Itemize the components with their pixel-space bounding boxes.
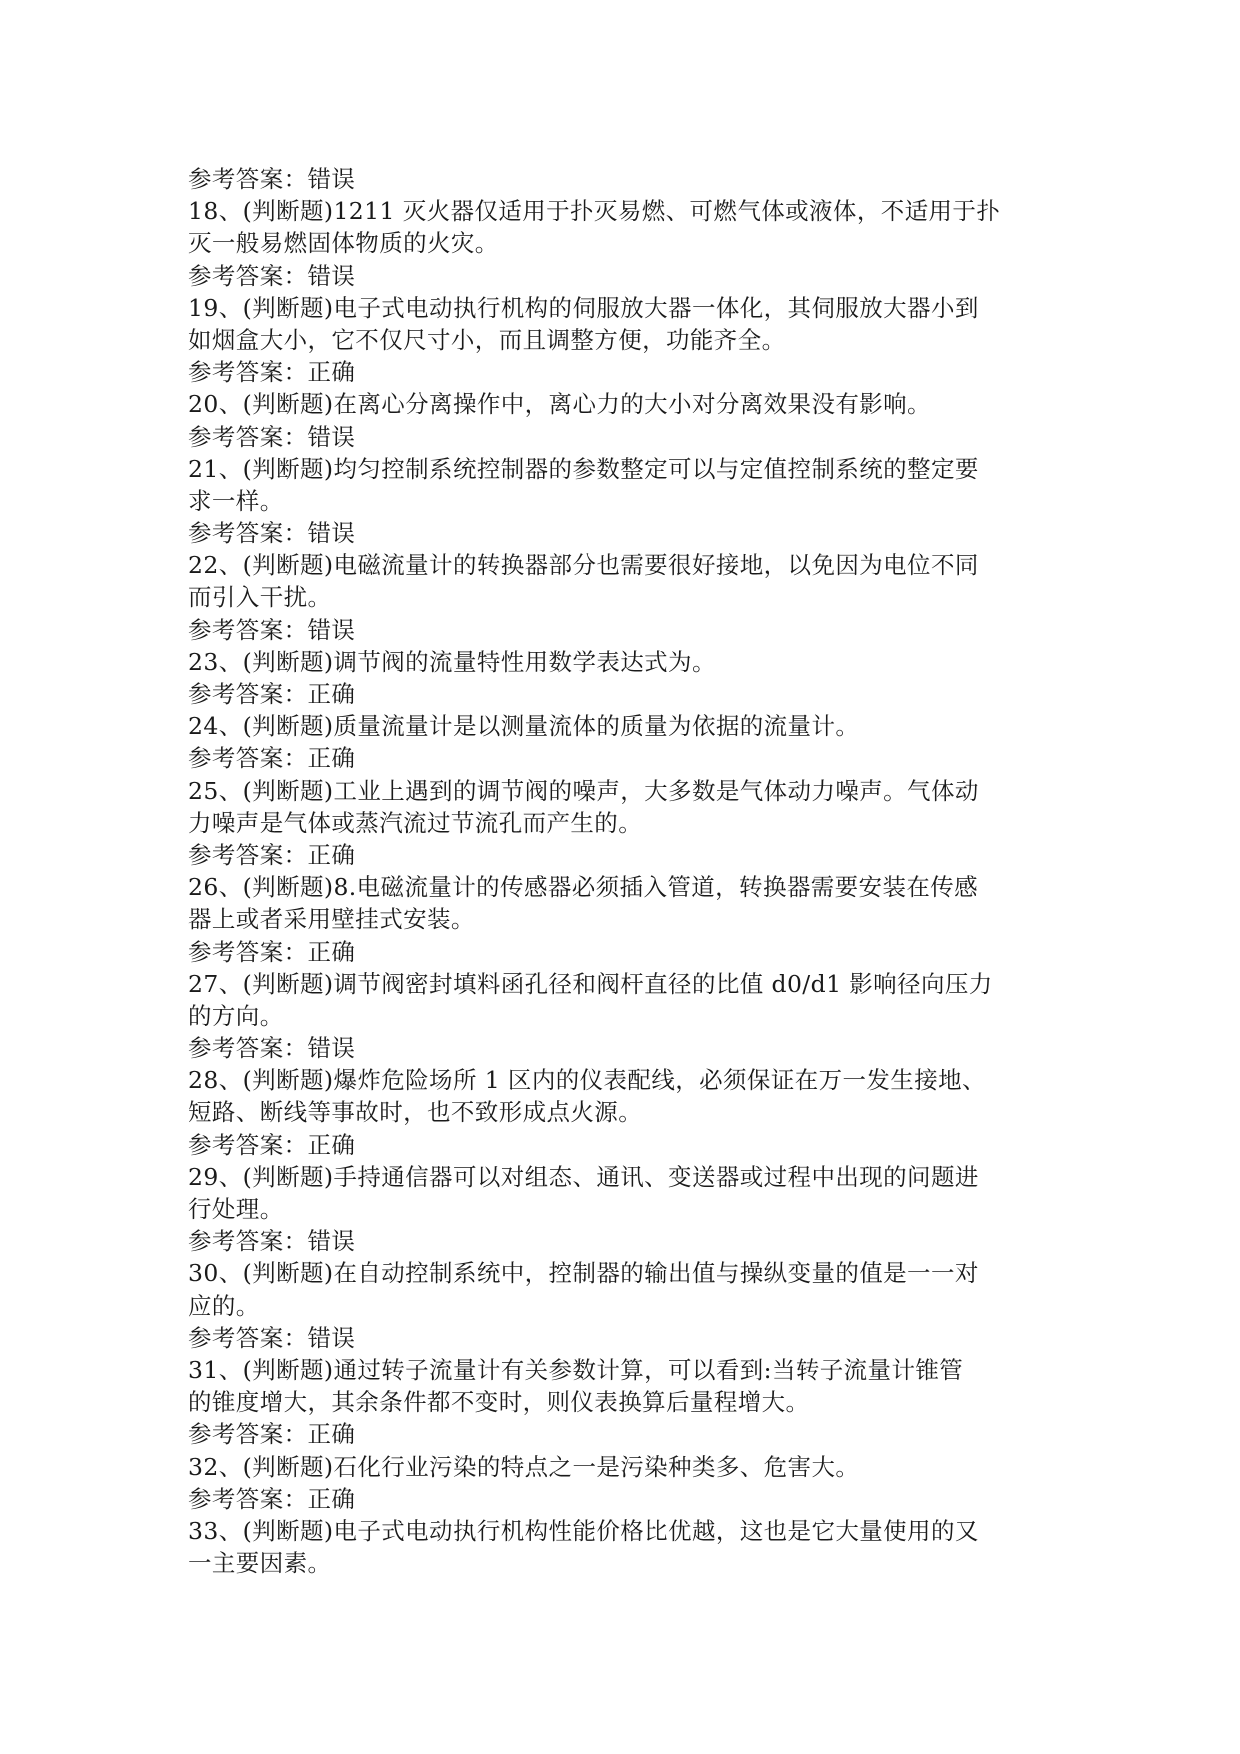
question-item [188,549,1068,646]
answer-label: 参考答案： [188,261,308,290]
question-text-line: 26、(判断题)8.电磁流量计的传感器必须插入管道，转换器需要安装在传感 [188,873,979,902]
answer-line [188,517,1068,549]
answer-line [188,1225,1068,1257]
answer-label: 参考答案： [188,519,308,548]
answer-label: 参考答案： [188,1130,308,1159]
question-text-line: 25、(判断题)工业上遇到的调节阀的噪声，大多数是气体动力噪声。气体动 [188,776,979,805]
answer-label: 参考答案： [188,744,308,773]
question-text-line: 18、(判断题)1211 灭火器仅适用于扑灭易燃、可燃气体或液体，不适用于扑 [188,197,1001,226]
answer-label: 参考答案： [188,1323,308,1352]
answer-value: 正确 [307,1484,356,1513]
answer-line [188,260,1068,292]
question-item [188,710,1068,774]
answer-label: 参考答案： [188,937,308,966]
question-item [188,1161,1068,1258]
question-item [188,1354,1068,1451]
answer-line [188,1418,1068,1450]
question-text-line: 一主要因素。 [188,1549,332,1578]
document-page [188,163,1068,1579]
question-item [188,388,1068,452]
answer-line [188,614,1068,646]
question-item [188,871,1068,968]
question-item [188,453,1068,550]
question-item [188,775,1068,872]
answer-value: 错误 [307,1227,356,1256]
question-text-line: 27、(判断题)调节阀密封填料函孔径和阀杆直径的比值 d0/d1 影响径向压力 [188,969,993,998]
question-text-line: 29、(判断题)手持通信器可以对组态、通讯、变送器或过程中出现的问题进 [188,1162,979,1191]
question-text-line: 行处理。 [188,1195,284,1223]
answer-value: 错误 [307,261,356,290]
answer-line [188,1129,1068,1161]
question-item [188,646,1068,710]
answer-label: 参考答案： [188,1484,308,1513]
answer-value: 正确 [307,744,356,773]
question-text-line: 19、(判断题)电子式电动执行机构的伺服放大器一体化，其伺服放大器小到 [188,293,979,322]
answer-label: 参考答案： [188,615,308,644]
answer-label: 参考答案： [188,1227,308,1256]
question-text-line: 的方向。 [188,1001,284,1030]
question-text-line: 而引入干扰。 [188,583,332,612]
answer-label: 参考答案： [188,1034,308,1063]
answer-label: 参考答案： [188,165,308,193]
answer-line [188,936,1068,968]
answer-label: 参考答案： [188,358,308,387]
question-text-line: 31、(判断题)通过转子流量计有关参数计算，可以看到:当转子流量计锥管 [188,1355,964,1384]
answer-line [188,1483,1068,1515]
answer-line [188,678,1068,710]
question-text-line: 30、(判断题)在自动控制系统中，控制器的输出值与操纵变量的值是一一对 [188,1259,979,1288]
question-text-line: 短路、断线等事故时，也不致形成点火源。 [188,1098,643,1127]
answer-line [188,1032,1068,1064]
answer-value: 错误 [307,615,356,644]
answer-line [188,356,1068,388]
answer-value: 正确 [307,1420,356,1449]
question-text-line: 20、(判断题)在离心分离操作中，离心力的大小对分离效果没有影响。 [188,390,931,419]
answer-value: 错误 [307,165,356,193]
question-item [188,1257,1068,1354]
answer-label: 参考答案： [188,1420,308,1449]
question-text-line: 23、(判断题)调节阀的流量特性用数学表达式为。 [188,647,716,676]
answer-label: 参考答案： [188,840,308,869]
answer-value: 正确 [307,1130,356,1159]
answer-label: 参考答案： [188,422,308,451]
question-text-line: 器上或者采用壁挂式安装。 [188,905,475,934]
answer-value: 错误 [307,422,356,451]
answer-line [188,163,1068,195]
question-text-line: 24、(判断题)质量流量计是以测量流体的质量为依据的流量计。 [188,712,860,741]
answer-value: 正确 [307,680,356,708]
answer-value: 正确 [307,358,356,387]
question-text-line: 21、(判断题)均匀控制系统控制器的参数整定可以与定值控制系统的整定要 [188,454,979,483]
answer-value: 错误 [307,1323,356,1352]
answer-line [188,421,1068,453]
question-item [188,968,1068,1065]
answer-value: 错误 [307,519,356,548]
question-list [188,195,1068,1579]
question-text-line: 的锥度增大，其余条件都不变时，则仪表换算后量程增大。 [188,1388,810,1417]
question-item [188,1064,1068,1161]
answer-value: 正确 [307,840,356,869]
answer-label: 参考答案： [188,680,308,708]
answer-line [188,839,1068,871]
answer-line [188,742,1068,774]
question-item [188,292,1068,389]
question-text-line: 求一样。 [188,486,284,515]
question-text-line: 32、(判断题)石化行业污染的特点之一是污染种类多、危害大。 [188,1452,860,1481]
question-text-line: 28、(判断题)爆炸危险场所 1 区内的仪表配线，必须保证在万一发生接地、 [188,1066,986,1095]
answer-value: 错误 [307,1034,356,1063]
question-item [188,1451,1068,1515]
question-text-line: 如烟盒大小，它不仅尺寸小，而且调整方便，功能齐全。 [188,325,786,354]
question-text-line: 33、(判断题)电子式电动执行机构性能价格比优越，这也是它大量使用的又 [188,1516,979,1545]
question-text-line: 力噪声是气体或蒸汽流过节流孔而产生的。 [188,808,643,837]
question-text-line: 22、(判断题)电磁流量计的转换器部分也需要很好接地，以免因为电位不同 [188,551,979,580]
answer-line [188,1322,1068,1354]
answer-value: 正确 [307,937,356,966]
question-text-line: 应的。 [188,1291,260,1320]
question-text-line: 灭一般易燃固体物质的火灾。 [188,229,499,258]
question-item [188,1515,1068,1579]
question-item [188,195,1068,292]
